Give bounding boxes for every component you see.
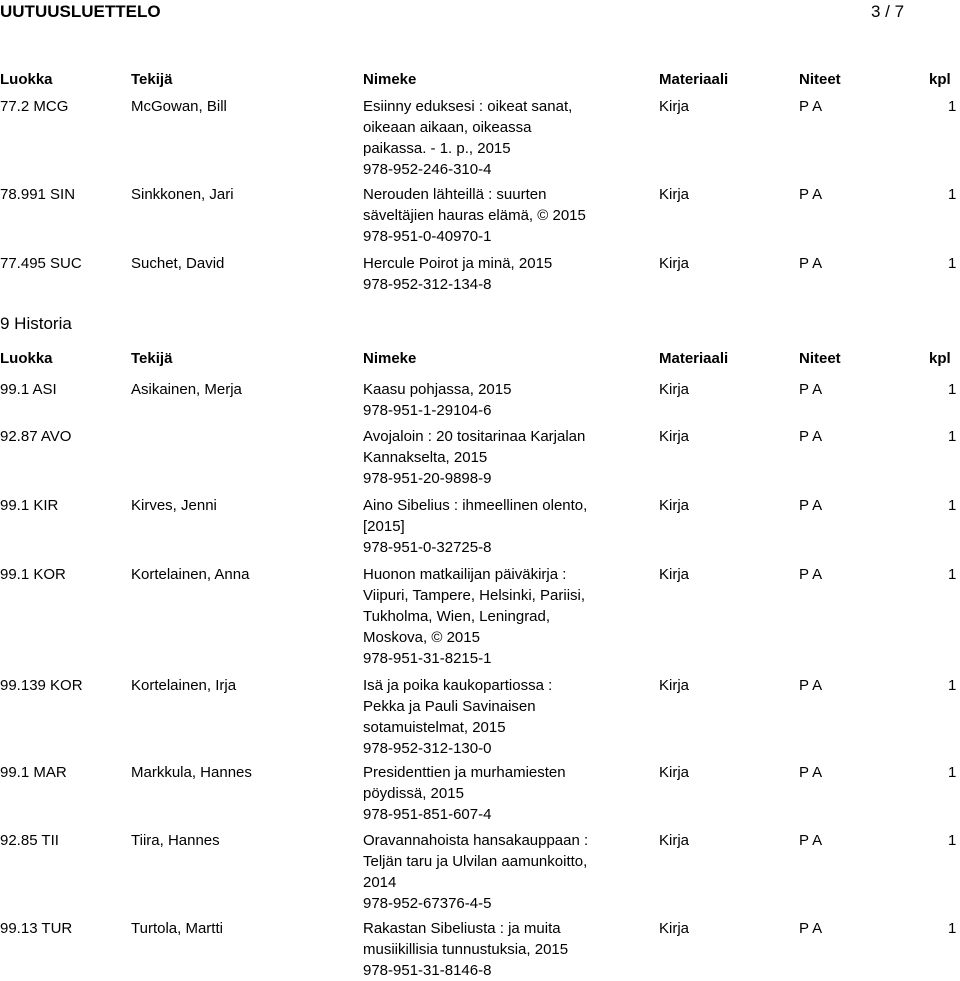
title-line: paikassa. - 1. p., 2015 (363, 140, 511, 157)
title-line: Tukholma, Wien, Leningrad, (363, 608, 551, 625)
row-copies: P A (799, 381, 823, 398)
title-line: [2015] (363, 518, 405, 535)
row-copies: P A (799, 764, 823, 781)
row-author: Kortelainen, Irja (131, 677, 237, 694)
row-material: Kirja (659, 677, 690, 694)
row-author: Markkula, Hannes (131, 764, 252, 781)
row-title (363, 495, 623, 558)
title-line: Hercule Poirot ja minä, 2015 (363, 255, 553, 272)
row-count: 1 (948, 98, 957, 115)
row-copies: P A (799, 428, 823, 445)
isbn: 978-951-20-9898-9 (363, 470, 492, 487)
isbn: 978-951-0-32725-8 (363, 539, 492, 556)
row-copies: P A (799, 255, 823, 272)
title-line: Rakastan Sibeliusta : ja muita (363, 920, 561, 937)
row-count: 1 (948, 186, 957, 203)
row-count: 1 (948, 566, 957, 583)
row-copies: P A (799, 98, 823, 115)
row-material: Kirja (659, 764, 690, 781)
row-class: 77.2 MCG (0, 98, 69, 115)
row-title (363, 762, 623, 825)
row-material: Kirja (659, 566, 690, 583)
title-line: säveltäjien hauras elämä, © 2015 (363, 207, 586, 224)
column-header-author: Tekijä (131, 71, 173, 88)
title-line: Teljän taru ja Ulvilan aamunkoitto, (363, 853, 588, 870)
row-title (363, 830, 623, 914)
row-class: 92.87 AVO (0, 428, 72, 445)
row-title (363, 426, 623, 489)
isbn: 978-951-31-8215-1 (363, 650, 492, 667)
title-line: Huonon matkailijan päiväkirja : (363, 566, 567, 583)
row-copies: P A (799, 832, 823, 849)
title-line: musiikillisia tunnustuksia, 2015 (363, 941, 569, 958)
row-author: Kirves, Jenni (131, 497, 217, 514)
row-copies: P A (799, 920, 823, 937)
row-class: 99.13 TUR (0, 920, 73, 937)
row-title (363, 184, 623, 247)
column-header-material: Materiaali (659, 350, 729, 367)
column-header-class: Luokka (0, 350, 53, 367)
row-count: 1 (948, 832, 957, 849)
row-count: 1 (948, 497, 957, 514)
column-header-count: kpl (929, 350, 951, 367)
title-line: Isä ja poika kaukopartiossa : (363, 677, 553, 694)
row-class: 99.139 KOR (0, 677, 83, 694)
row-class: 99.1 KOR (0, 566, 66, 583)
row-title (363, 564, 623, 669)
title-line: Pekka ja Pauli Savinaisen (363, 698, 536, 715)
row-count: 1 (948, 428, 957, 445)
section-title: 9 Historia (0, 314, 72, 333)
column-header-author: Tekijä (131, 350, 173, 367)
column-header-class: Luokka (0, 71, 53, 88)
page-number: 3 / 7 (871, 2, 905, 21)
row-author: McGowan, Bill (131, 98, 227, 115)
row-count: 1 (948, 255, 957, 272)
row-copies: P A (799, 566, 823, 583)
row-class: 99.1 ASI (0, 381, 57, 398)
title-line: Esiinny eduksesi : oikeat sanat, (363, 98, 573, 115)
row-copies: P A (799, 677, 823, 694)
row-title (363, 379, 623, 421)
row-material: Kirja (659, 428, 690, 445)
title-line: Oravannahoista hansakauppaan : (363, 832, 589, 849)
column-header-copies: Niteet (799, 71, 841, 88)
row-copies: P A (799, 497, 823, 514)
row-author: Tiira, Hannes (131, 832, 220, 849)
column-header-copies: Niteet (799, 350, 841, 367)
document-title: UUTUUSLUETTELO (0, 2, 161, 21)
row-title (363, 253, 623, 295)
row-count: 1 (948, 677, 957, 694)
column-header-count: kpl (929, 71, 951, 88)
title-line: sotamuistelmat, 2015 (363, 719, 506, 736)
isbn: 978-952-312-130-0 (363, 740, 492, 757)
row-material: Kirja (659, 98, 690, 115)
row-class: 99.1 MAR (0, 764, 67, 781)
title-line: Avojaloin : 20 tositarinaa Karjalan (363, 428, 586, 445)
title-line: Viipuri, Tampere, Helsinki, Pariisi, (363, 587, 586, 604)
row-author: Suchet, David (131, 255, 225, 272)
row-material: Kirja (659, 832, 690, 849)
row-count: 1 (948, 764, 957, 781)
row-title (363, 96, 623, 180)
row-class: 99.1 KIR (0, 497, 59, 514)
title-line: pöydissä, 2015 (363, 785, 464, 802)
row-material: Kirja (659, 381, 690, 398)
row-material: Kirja (659, 186, 690, 203)
column-header-material: Materiaali (659, 71, 729, 88)
title-line: Kannakselta, 2015 (363, 449, 488, 466)
column-header-title: Nimeke (363, 350, 417, 367)
column-header-title: Nimeke (363, 71, 417, 88)
row-title (363, 675, 623, 759)
row-title (363, 918, 623, 981)
title-line: Aino Sibelius : ihmeellinen olento, (363, 497, 588, 514)
row-author: Turtola, Martti (131, 920, 223, 937)
row-material: Kirja (659, 255, 690, 272)
row-count: 1 (948, 920, 957, 937)
isbn: 978-952-67376-4-5 (363, 895, 492, 912)
title-line: 2014 (363, 874, 397, 891)
isbn: 978-951-851-607-4 (363, 806, 492, 823)
title-line: oikeaan aikaan, oikeassa (363, 119, 532, 136)
row-material: Kirja (659, 920, 690, 937)
row-author: Kortelainen, Anna (131, 566, 250, 583)
title-line: Presidenttien ja murhamiesten (363, 764, 566, 781)
isbn: 978-951-0-40970-1 (363, 228, 492, 245)
row-copies: P A (799, 186, 823, 203)
row-class: 77.495 SUC (0, 255, 82, 272)
row-count: 1 (948, 381, 957, 398)
title-line: Nerouden lähteillä : suurten (363, 186, 547, 203)
isbn: 978-952-246-310-4 (363, 161, 492, 178)
row-author: Sinkkonen, Jari (131, 186, 234, 203)
isbn: 978-951-31-8146-8 (363, 962, 492, 979)
row-author: Asikainen, Merja (131, 381, 242, 398)
row-class: 92.85 TII (0, 832, 59, 849)
isbn: 978-952-312-134-8 (363, 276, 492, 293)
title-line: Moskova, © 2015 (363, 629, 480, 646)
row-material: Kirja (659, 497, 690, 514)
isbn: 978-951-1-29104-6 (363, 402, 492, 419)
row-class: 78.991 SIN (0, 186, 76, 203)
title-line: Kaasu pohjassa, 2015 (363, 381, 512, 398)
